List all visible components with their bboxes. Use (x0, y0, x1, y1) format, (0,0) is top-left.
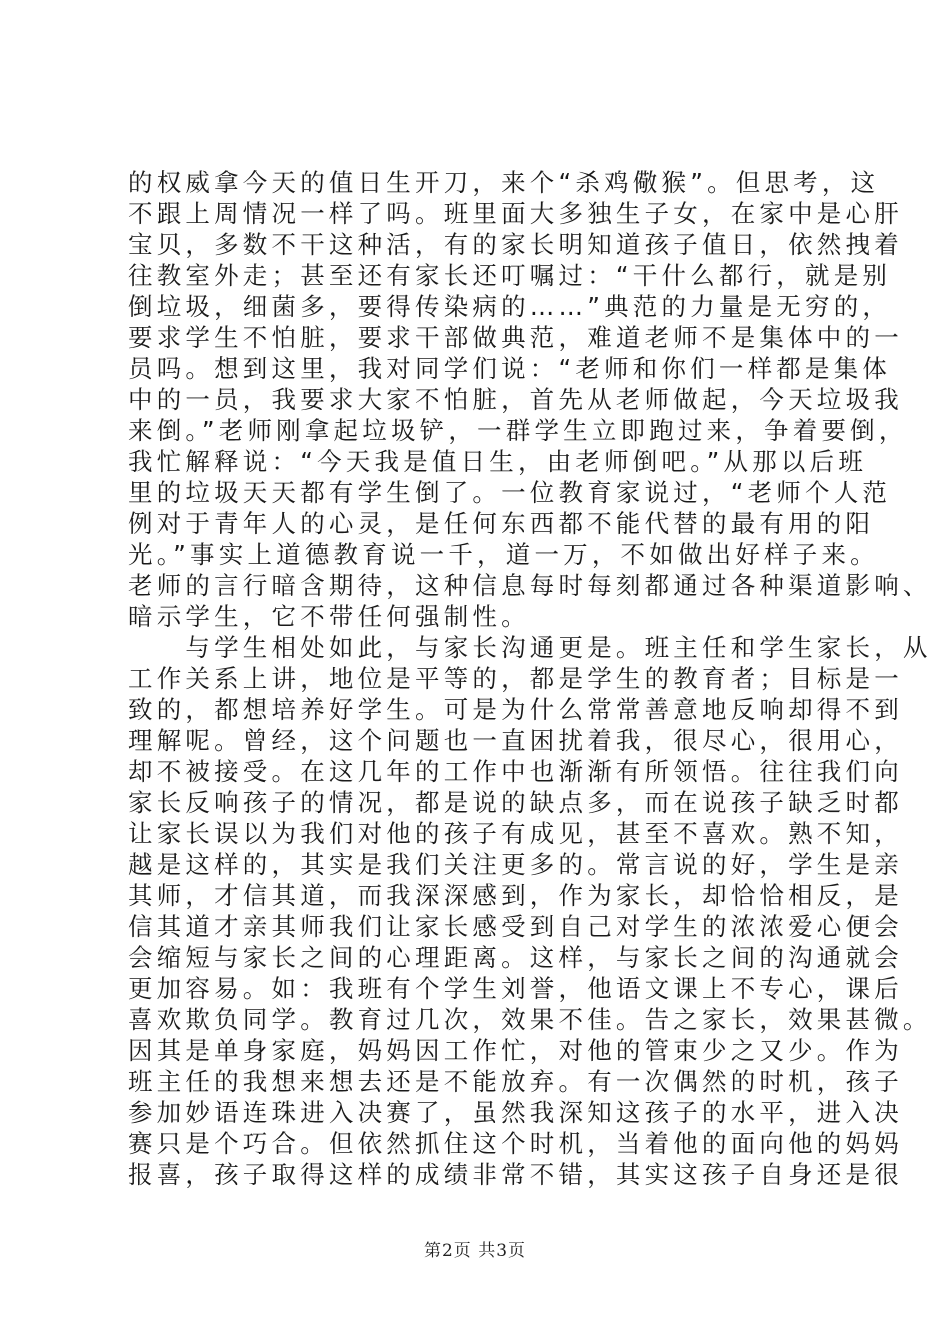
text-line: 往教室外走；甚至还有家长还叮嘱过：“干什么都行，就是别 (128, 261, 892, 290)
text-line: 工作关系上讲，地位是平等的，都是学生的教育者；目标是一 (128, 664, 903, 693)
text-line: 老师的言行暗含期待，这种信息每时每刻都通过各种渠道影响、 (128, 571, 932, 600)
paragraph-start-line: 与学生相处如此，与家长沟通更是。班主任和学生家长，从 (128, 633, 932, 662)
text-line: 报喜，孩子取得这样的成绩非常不错，其实这孩子自身还是很 (128, 1160, 903, 1189)
text-line: 的权威拿今天的值日生开刀，来个“杀鸡儆猴”。但思考，这 (128, 168, 880, 197)
text-line: 中的一员，我要求大家不怕脏，首先从老师做起，今天垃圾我 (128, 385, 903, 414)
text-line: 倒垃圾，细菌多，要得传染病的……”典范的力量是无穷的， (128, 292, 892, 321)
text-line: 更加容易。如：我班有个学生刘誉，他语文课上不专心，课后 (128, 974, 903, 1003)
text-line: 来倒。”老师刚拿起垃圾铲，一群学生立即跑过来，争着要倒， (128, 416, 908, 445)
text-line: 赛只是个巧合。但依然抓住这个时机，当着他的面向他的妈妈 (128, 1129, 903, 1158)
text-line: 里的垃圾天天都有学生倒了。一位教育家说过，“老师个人范 (128, 478, 892, 507)
text-line: 班主任的我想来想去还是不能放弃。有一次偶然的时机，孩子 (128, 1067, 903, 1096)
text-line: 理解呢。曾经，这个问题也一直困扰着我，很尽心，很用心， (128, 726, 903, 755)
text-line: 让家长误以为我们对他的孩子有成见，甚至不喜欢。熟不知， (128, 819, 903, 848)
text-line: 喜欢欺负同学。教育过几次，效果不佳。告之家长，效果甚微。 (128, 1005, 932, 1034)
text-line: 会缩短与家长之间的心理距离。这样，与家长之间的沟通就会 (128, 943, 903, 972)
text-line: 宝贝，多数不干这种活，有的家长明知道孩子值日，依然拽着 (128, 230, 903, 259)
text-line: 因其是单身家庭，妈妈因工作忙，对他的管束少之又少。作为 (128, 1036, 903, 1065)
text-line: 例对于青年人的心灵，是任何东西都不能代替的最有用的阳 (128, 509, 875, 538)
body-text (128, 167, 932, 1190)
text-line: 却不被接受。在这几年的工作中也渐渐有所领悟。往往我们向 (128, 757, 903, 786)
text-line: 光。”事实上道德教育说一千，道一万，不如做出好样子来。 (128, 540, 879, 569)
text-line: 致的，都想培养好学生。可是为什么常常善意地反响却得不到 (128, 695, 903, 724)
text-line: 暗示学生，它不带任何强制性。 (128, 602, 530, 631)
text-line: 我忙解释说：“今天我是值日生，由老师倒吧。”从那以后班 (128, 447, 868, 476)
text-line: 其师，才信其道，而我深深感到，作为家长，却恰恰相反，是 (128, 881, 903, 910)
text-line: 员吗。想到这里，我对同学们说：“老师和你们一样都是集体 (128, 354, 892, 383)
page-number-footer: 第2页 共3页 (423, 1241, 527, 1261)
text-line: 不跟上周情况一样了吗。班里面大多独生子女，在家中是心肝 (128, 199, 903, 228)
text-line: 家长反响孩子的情况，都是说的缺点多，而在说孩子缺乏时都 (128, 788, 903, 817)
text-line: 要求学生不怕脏，要求干部做典范，难道老师不是集体中的一 (128, 323, 903, 352)
text-line: 信其道才亲其师我们让家长感受到自己对学生的浓浓爱心便会 (128, 912, 903, 941)
text-line: 参加妙语连珠进入决赛了，虽然我深知这孩子的水平，进入决 (128, 1098, 903, 1127)
text-line: 越是这样的，其实是我们关注更多的。常言说的好，学生是亲 (128, 850, 903, 879)
